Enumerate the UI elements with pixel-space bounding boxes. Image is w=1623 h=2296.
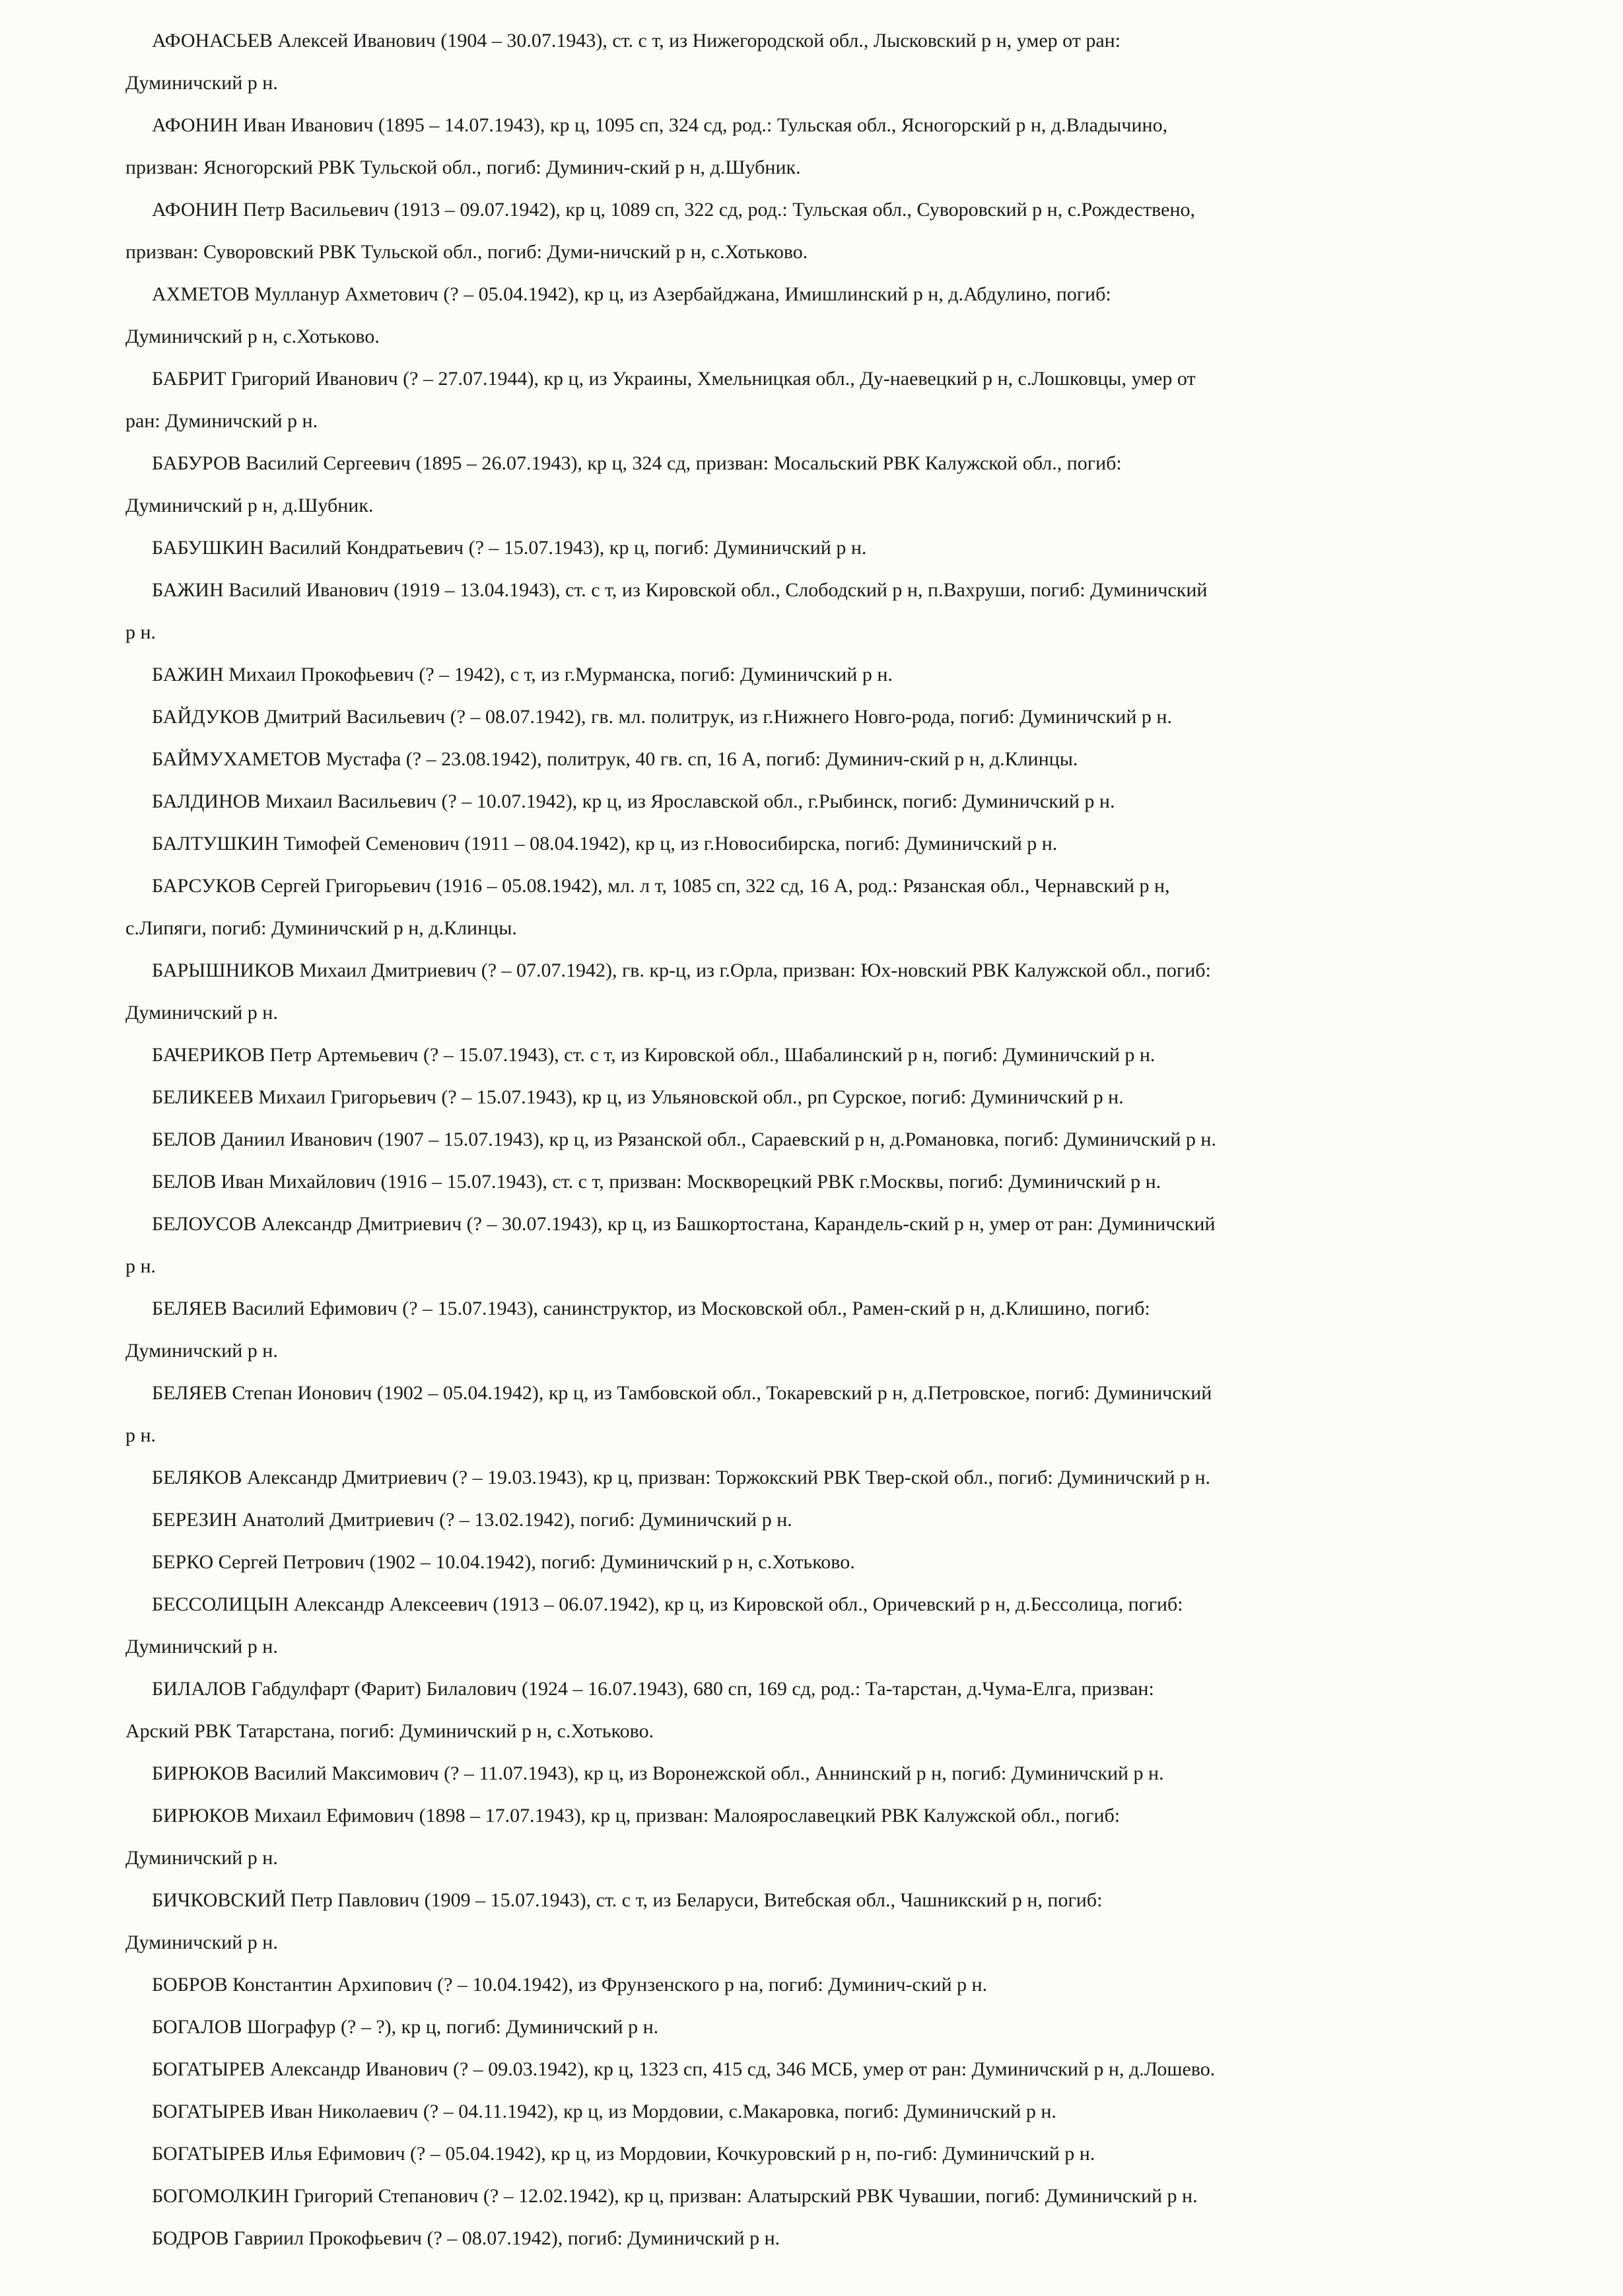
entry bbox=[125, 20, 1512, 104]
entry bbox=[125, 1668, 1512, 1753]
entry bbox=[125, 1076, 1512, 1119]
entry-continuation: Арский РВК Татарстана, погиб: Думиничский р н, с.Хотьково. bbox=[125, 1720, 654, 1742]
entry-continuation: призван: Ясногорский РВК Тульской обл., погиб: Думинич-ский р н, д.Шубник. bbox=[125, 157, 801, 178]
entry bbox=[125, 823, 1512, 865]
entry-continuation: Думиничский р н. bbox=[125, 1931, 278, 1953]
entry-continuation: Думиничский р н, д.Шубник. bbox=[125, 495, 374, 516]
entry bbox=[125, 189, 1512, 273]
entry-line: БАЛДИНОВ Михаил Васильевич (? – 10.07.1942), кр ц, из Ярославской обл., г.Рыбинск, погиб: Думиничский р н. bbox=[152, 790, 1115, 812]
entry-line: БОБРОВ Константин Архипович (? – 10.04.1942), из Фрунзенского р на, погиб: Думинич-ский р н. bbox=[152, 1974, 988, 1996]
entry bbox=[125, 442, 1512, 527]
entry bbox=[125, 1457, 1512, 1499]
entry-line: БОГАТЫРЕВ Иван Николаевич (? – 04.11.1942), кр ц, из Мордовии, с.Макаровка, погиб: Думиничский р н. bbox=[152, 2101, 1056, 2122]
entry bbox=[125, 1795, 1512, 1879]
entry-line: БОГАТЫРЕВ Александр Иванович (? – 09.03.1942), кр ц, 1323 сп, 415 сд, 346 МСБ, умер от ран: Думиничский р н, д.Лошево. bbox=[152, 2058, 1216, 2080]
entry-line: БЕРКО Сергей Петрович (1902 – 10.04.1942), погиб: Думиничский р н, с.Хотьково. bbox=[152, 1551, 855, 1573]
entry-line: БОГОМОЛКИН Григорий Степанович (? – 12.02.1942), кр ц, призван: Алатырский РВК Чувашии, погиб: Думиничский р н. bbox=[152, 2185, 1198, 2207]
entry bbox=[125, 1879, 1512, 1964]
entry-line: БАЙМУХАМЕТОВ Мустафа (? – 23.08.1942), политрук, 40 гв. сп, 16 А, погиб: Думинич-ский р н, д.Клинцы. bbox=[152, 748, 1078, 770]
entry-line: БЕЛИКЕЕВ Михаил Григорьевич (? – 15.07.1943), кр ц, из Ульяновской обл., рп Сурское, погиб: Думиничский р н. bbox=[152, 1086, 1124, 1108]
entry-line: БИРЮКОВ Михаил Ефимович (1898 – 17.07.1943), кр ц, призван: Малоярославецкий РВК Калужской обл., погиб: bbox=[152, 1805, 1121, 1826]
entry bbox=[125, 273, 1512, 358]
entry-line: БОГАЛОВ Шографур (? – ?), кр ц, погиб: Думиничский р н. bbox=[152, 2016, 659, 2038]
entry-continuation: с.Липяги, погиб: Думиничский р н, д.Клинцы. bbox=[125, 917, 517, 939]
entry-line: БАЙДУКОВ Дмитрий Васильевич (? – 08.07.1942), гв. мл. политрук, из г.Нижнего Новго-рода, погиб: Думиничский р н. bbox=[152, 706, 1172, 728]
entry-line: БАЧЕРИКОВ Петр Артемьевич (? – 15.07.1943), ст. с т, из Кировской обл., Шабалинский р н, погиб: Думиничский р н. bbox=[152, 1044, 1156, 1066]
entry-line: БИЧКОВСКИЙ Петр Павлович (1909 – 15.07.1943), ст. с т, из Беларуси, Витебская обл., Чашникский р н, погиб: bbox=[152, 1889, 1103, 1911]
entry bbox=[125, 2175, 1512, 2217]
entry bbox=[125, 654, 1512, 696]
entry bbox=[125, 781, 1512, 823]
entry-line: БОДРОВ Гавриил Прокофьевич (? – 08.07.1942), погиб: Думиничский р н. bbox=[152, 2227, 780, 2249]
entry-line: БАРЫШНИКОВ Михаил Дмитриевич (? – 07.07.1942), гв. кр-ц, из г.Орла, призван: Юх-новский РВК Калужской обл., погиб: bbox=[152, 959, 1211, 981]
entry bbox=[125, 696, 1512, 738]
entry-line: БАБРИТ Григорий Иванович (? – 27.07.1944), кр ц, из Украины, Хмельницкая обл., Ду-наевецкий р н, с.Лошковцы, умер от bbox=[152, 368, 1196, 390]
entry bbox=[125, 1288, 1512, 1372]
entry-continuation: призван: Суворовский РВК Тульской обл., погиб: Думи-ничский р н, с.Хотьково. bbox=[125, 241, 808, 263]
entry bbox=[125, 2091, 1512, 2133]
entry-line: БЕЛЯЕВ Василий Ефимович (? – 15.07.1943), санинструктор, из Московской обл., Рамен-ский р н, д.Клишино, погиб: bbox=[152, 1298, 1150, 1319]
entry-line: БОГАТЫРЕВ Илья Ефимович (? – 05.04.1942), кр ц, из Мордовии, Кочкуровский р н, по-гиб: Думиничский р н. bbox=[152, 2143, 1095, 2165]
entry bbox=[125, 527, 1512, 569]
entry-continuation: р н. bbox=[125, 1424, 156, 1446]
entry-line: БАЖИН Василий Иванович (1919 – 13.04.1943), ст. с т, из Кировской обл., Слободский р н, п.Вахруши, погиб: Думиничский bbox=[152, 579, 1208, 601]
entry-line: БЕЛОВ Даниил Иванович (1907 – 15.07.1943), кр ц, из Рязанской обл., Сараевский р н, д.Романовка, погиб: Думиничский р н. bbox=[152, 1129, 1216, 1150]
entry-line: БЕССОЛИЦЫН Александр Алексеевич (1913 – 06.07.1942), кр ц, из Кировской обл., Оричевский р н, д.Бессолица, погиб: bbox=[152, 1593, 1183, 1615]
entry-line: АФОНАСЬЕВ Алексей Иванович (1904 – 30.07.1943), ст. с т, из Нижегородской обл., Лысковский р н, умер от ран: bbox=[152, 30, 1121, 52]
entry-line: БЕЛОВ Иван Михайлович (1916 – 15.07.1943), ст. с т, призван: Москворецкий РВК г.Москвы, погиб: Думиничский р н. bbox=[152, 1171, 1161, 1193]
entry-continuation: р н. bbox=[125, 621, 156, 643]
entry-continuation: Думиничский р н, с.Хотьково. bbox=[125, 326, 380, 347]
entry bbox=[125, 738, 1512, 781]
entry bbox=[125, 358, 1512, 442]
entry bbox=[125, 1203, 1512, 1288]
entry bbox=[125, 1541, 1512, 1583]
entry bbox=[125, 1753, 1512, 1795]
entry-continuation: Думиничский р н. bbox=[125, 1340, 278, 1362]
entry bbox=[125, 1372, 1512, 1457]
entry-continuation: Думиничский р н. bbox=[125, 1002, 278, 1024]
entry-continuation: ран: Думиничский р н. bbox=[125, 410, 318, 432]
entry-continuation: Думиничский р н. bbox=[125, 72, 278, 94]
entry-line: БАЛТУШКИН Тимофей Семенович (1911 – 08.04.1942), кр ц, из г.Новосибирска, погиб: Думиничский р н. bbox=[152, 833, 1058, 854]
entry-line: БЕЛОУСОВ Александр Дмитриевич (? – 30.07.1943), кр ц, из Башкортостана, Карандель-ский р н, умер от ран: Думиничский bbox=[152, 1213, 1216, 1235]
entry-continuation: р н. bbox=[125, 1255, 156, 1277]
entry bbox=[125, 1034, 1512, 1076]
entry-line: АФОНИН Иван Иванович (1895 – 14.07.1943), кр ц, 1095 сп, 324 сд, род.: Тульская обл., Ясногорский р н, д.Владычино, bbox=[152, 114, 1168, 136]
entry-continuation: Думиничский р н. bbox=[125, 1847, 278, 1869]
entry-line: АХМЕТОВ Мулланур Ахметович (? – 05.04.1942), кр ц, из Азербайджана, Имишлинский р н, д.Абдулино, погиб: bbox=[152, 283, 1111, 305]
entry-line: БЕЛЯЕВ Степан Ионович (1902 – 05.04.1942), кр ц, из Тамбовской обл., Токаревский р н, д.Петровское, погиб: Думиничский bbox=[152, 1382, 1212, 1404]
entry-continuation: Думиничский р н. bbox=[125, 1636, 278, 1657]
entry-line: БАБУШКИН Василий Кондратьевич (? – 15.07.1943), кр ц, погиб: Думиничский р н. bbox=[152, 537, 867, 559]
entry-line: БАРСУКОВ Сергей Григорьевич (1916 – 05.08.1942), мл. л т, 1085 сп, 322 сд, 16 А, род.: Рязанская обл., Чернавский р н, bbox=[152, 875, 1170, 897]
entry bbox=[125, 2133, 1512, 2175]
entry-line: БЕЛЯКОВ Александр Дмитриевич (? – 19.03.1943), кр ц, призван: Торжокский РВК Твер-ской обл., погиб: Думиничский р н. bbox=[152, 1467, 1211, 1488]
entry bbox=[125, 104, 1512, 189]
entry-line: БИЛАЛОВ Габдулфарт (Фарит) Билалович (1924 – 16.07.1943), 680 сп, 169 сд, род.: Та-тарстан, д.Чума-Елга, призван: bbox=[152, 1678, 1154, 1700]
entry bbox=[125, 1161, 1512, 1203]
entry bbox=[125, 2217, 1512, 2260]
entry-line: АФОНИН Петр Васильевич (1913 – 09.07.1942), кр ц, 1089 сп, 322 сд, род.: Тульская обл., Суворовский р н, с.Рождествено, bbox=[152, 199, 1196, 221]
entry bbox=[125, 950, 1512, 1034]
entry bbox=[125, 865, 1512, 950]
entries-list bbox=[125, 20, 1512, 2260]
entry bbox=[125, 1499, 1512, 1541]
entry bbox=[125, 1583, 1512, 1668]
entry-line: БАБУРОВ Василий Сергеевич (1895 – 26.07.1943), кр ц, 324 сд, призван: Мосальский РВК Калужской обл., погиб: bbox=[152, 452, 1122, 474]
entry bbox=[125, 1119, 1512, 1161]
entry-line: БИРЮКОВ Василий Максимович (? – 11.07.1943), кр ц, из Воронежской обл., Аннинский р н, погиб: Думиничский р н. bbox=[152, 1762, 1164, 1784]
entry bbox=[125, 569, 1512, 654]
entry-line: БАЖИН Михаил Прокофьевич (? – 1942), с т, из г.Мурманска, погиб: Думиничский р н. bbox=[152, 664, 893, 685]
entry bbox=[125, 2048, 1512, 2091]
entry bbox=[125, 1964, 1512, 2006]
entry-line: БЕРЕЗИН Анатолий Дмитриевич (? – 13.02.1942), погиб: Думиничский р н. bbox=[152, 1509, 792, 1531]
entry bbox=[125, 2006, 1512, 2048]
